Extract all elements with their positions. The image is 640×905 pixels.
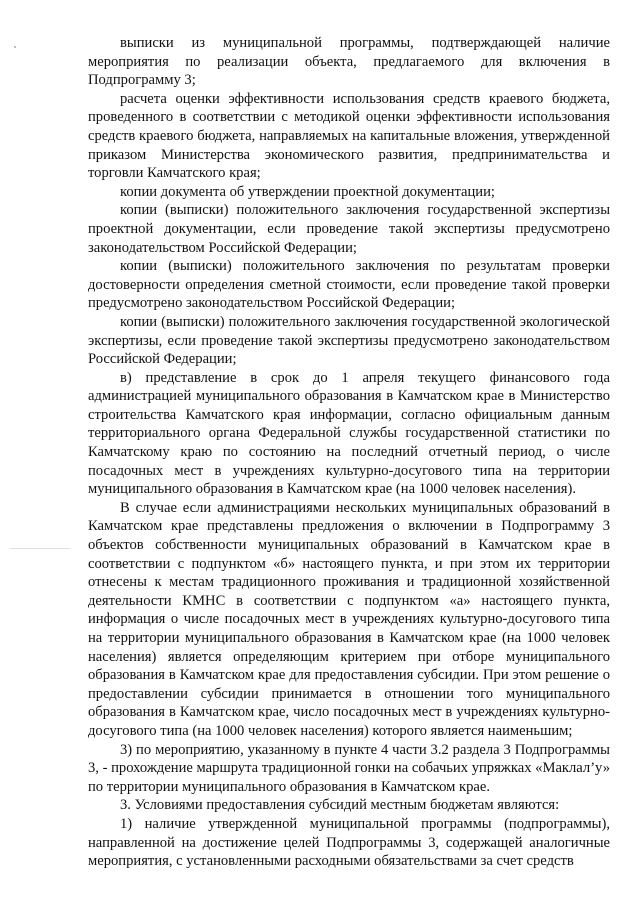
- paragraph: выписки из муниципальной программы, подтверждающей наличие мероприятия по реализации объекта, предлагаемого для включения в Подпрограмму 3;: [88, 35, 610, 89]
- paragraph: В случае если администрациями нескольких муниципальных образований в Камчатском крае представлены предложения о включении в Подпрограмму 3 объектов собственности муниципальных образований в Камчатском крае в соответствии с подпунктом «б» настоящего пункта, и при этом их территории отнесены к местам традиционного проживания и традиционной хозяйственной деятельности КМНС в соответствии с подпунктом «а» настоящего пункта, информация о числе посадочных мест в учреждениях культурно-досугового типа на территории муниципального образования в Камчатском крае (на 1000 человек населения) является определяющим критерием при отборе муниципального образования в Камчатском крае для предоставления субсидии. При этом решение о предоставлении субсидии принимается в отношении того муниципального образования в Камчатском крае, число посадочных мест в учреждениях культурно-досугового типа (на 1000 человек населения) которого является наименьшим;: [88, 499, 610, 739]
- paragraph: 1) наличие утвержденной муниципальной программы (подпрограммы), направленной на достижение целей Подпрограммы 3, содержащей аналогичные мероприятия, с установленными расходными обязательствами за счет средств: [88, 815, 610, 870]
- document-body: [88, 34, 610, 871]
- scan-speck: [10, 548, 70, 549]
- paragraph: копии документа об утверждении проектной документации;: [120, 183, 495, 200]
- paragraph: расчета оценки эффективности использования средств краевого бюджета, проведенного в соответствии с методикой оценки эффективности использования средств краевого бюджета, направляемых на капитальные вложения, утвержденной приказом Министерства экономического развития, предпринимательства и торговли Камчатского края;: [88, 90, 610, 182]
- scan-speck: [14, 46, 16, 48]
- paragraph: копии (выписки) положительного заключения государственной экологической экспертизы, если проведение такой экспертизы предусмотрено законодательством Российской Федерации;: [88, 313, 610, 368]
- paragraph: 3) по мероприятию, указанному в пункте 4 части 3.2 раздела 3 Подпрограммы 3, - прохождение маршрута традиционной гонки на собачьих упряжках «Маклал’у» по территории муниципального образования в Камчатском крае.: [88, 741, 611, 795]
- paragraph: 3. Условиями предоставления субсидий местным бюджетам являются:: [120, 797, 560, 814]
- paragraph: копии (выписки) положительного заключения государственной экспертизы проектной документации, если проведение такой экспертизы предусмотрено законодательством Российской Федерации;: [88, 202, 610, 256]
- paragraph: копии (выписки) положительного заключения по результатам проверки достоверности определения сметной стоимости, если проведение такой проверки предусмотрено законодательством Российской Федерации;: [88, 258, 610, 312]
- paragraph: в) представление в срок до 1 апреля текущего финансового года администрацией муниципального образования в Камчатском крае в Министерство строительства Камчатского края информации, согласно официальным данным территориального органа Федеральной службы государственной статистики по Камчатскому краю по состоянию на последний отчетный период, о числе посадочных мест в учреждениях культурно-досугового типа на территории муниципального образования в Камчатском крае (на 1000 человек населения).: [88, 369, 610, 498]
